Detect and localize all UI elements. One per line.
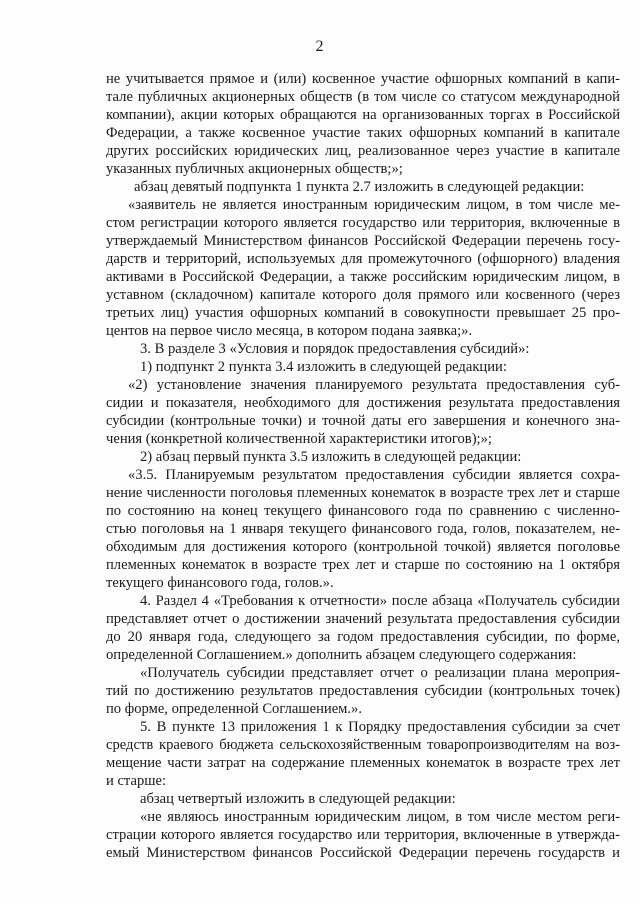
- text-line: страции которого является государство или территория, включенные в утвержда-: [106, 827, 620, 843]
- text-line: «Получатель субсидии представляет отчет о реализации плана мероприя-: [140, 665, 620, 681]
- page-number: 2: [315, 38, 324, 55]
- text-line: сидии и показателя, необходимого для достижения результата предоставления: [106, 395, 620, 411]
- text-line: абзац девятый подпункта 1 пункта 2.7 изложить в следующей редакции:: [134, 179, 585, 195]
- text-line: субсидии (контрольные точки) и точной даты его завершения и конечного зна-: [106, 413, 620, 429]
- text-line: 2) абзац первый пункта 3.5 изложить в следующей редакции:: [140, 449, 522, 465]
- text-line: мещение части затрат на содержание племенных конематок в возрасте трех лет: [106, 755, 620, 771]
- text-line: представляет отчет о достижении значений результата предоставления субсидии: [106, 611, 620, 627]
- text-line: по состоянию на конец текущего финансового года по сравнению с численно-: [106, 503, 620, 519]
- text-line: активами в Российской Федерации, а также российским юридическим лицом, в: [106, 269, 620, 285]
- text-line: Федерации, а также косвенное участие таких офшорных компаний в капитале: [106, 125, 620, 141]
- text-line: не учитывается прямое и (или) косвенное участие офшорных компаний в капи-: [106, 71, 620, 87]
- text-line: 3. В разделе 3 «Условия и порядок предоставления субсидий»:: [140, 341, 530, 357]
- text-line: 5. В пункте 13 приложения 1 к Порядку предоставления субсидии за счет: [140, 719, 620, 735]
- text-line: 1) подпункт 2 пункта 3.4 изложить в следующей редакции:: [140, 359, 507, 375]
- text-line: уставном (складочном) капитале которого доля прямого или косвенного (через: [106, 287, 620, 303]
- text-line: чения (конкретной количественной характеристики итогов);»;: [106, 431, 492, 447]
- text-line: нение численности поголовья племенных конематок в возрасте трех лет и старше: [106, 485, 620, 501]
- text-line: тий по достижению результатов предоставления субсидии (контрольных точек): [106, 683, 620, 699]
- text-line: «не являюсь иностранным юридическим лицом, в том числе местом реги-: [140, 809, 620, 825]
- text-line: утверждаемый Министерством финансов Российской Федерации перечень госу-: [106, 233, 620, 249]
- text-line: компании), акции которых обращаются на организованных торгах в Российской: [106, 107, 620, 123]
- text-line: стью поголовья на 1 января текущего финансового года, голов, показателем, не-: [106, 521, 620, 537]
- text-line: стом регистрации которого является государство или территория, включенные в: [106, 215, 620, 231]
- text-line: третьих лиц) участия офшорных компаний в совокупности превышает 25 про-: [106, 305, 620, 321]
- text-line: дарств и территорий, используемых для промежуточного (офшорного) владения: [106, 251, 620, 267]
- text-line: емый Министерством финансов Российской Федерации перечень государств и: [106, 845, 620, 861]
- text-line: по форме, определенной Соглашением.».: [106, 701, 362, 717]
- text-line: текущего финансового года, голов.».: [106, 575, 334, 591]
- text-line: указанных публичных акционерных обществ;»;: [106, 161, 403, 177]
- text-line: племенных конематок в возрасте трех лет и старше по состоянию на 1 октября: [106, 557, 620, 573]
- text-line: до 20 января года, следующего за годом предоставления субсидии, по форме,: [106, 629, 620, 645]
- text-line: абзац четвертый изложить в следующей редакции:: [140, 791, 456, 807]
- text-line: других российских юридических лиц, реализованное через участие в капитале: [106, 143, 620, 159]
- text-line: и старше:: [106, 773, 167, 789]
- text-line: «3.5. Планируемым результатом предоставления субсидии является сохра-: [128, 467, 620, 483]
- text-line: центов на первое число месяца, в котором подана заявка;».: [106, 323, 473, 339]
- text-line: обходимым для достижения которого (контрольной точкой) является поголовье: [106, 539, 620, 555]
- text-line: определенной Соглашением.» дополнить абзацем следующего содержания:: [106, 647, 577, 663]
- text-line: «2) установление значения планируемого результата предоставления суб-: [128, 377, 620, 393]
- text-line: средств краевого бюджета сельскохозяйственным товаропроизводителям на воз-: [106, 737, 620, 753]
- text-line: «заявитель не является иностранным юридическим лицом, в том числе ме-: [128, 197, 620, 213]
- text-line: 4. Раздел 4 «Требования к отчетности» после абзаца «Получатель субсидии: [140, 593, 620, 609]
- text-line: тале публичных акционерных обществ (в том числе со статусом международной: [106, 89, 620, 105]
